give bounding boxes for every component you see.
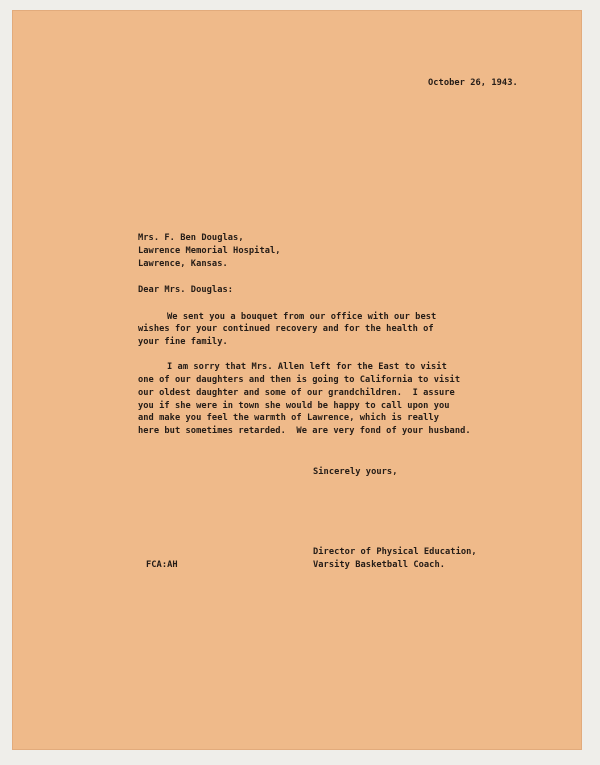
paragraph-2-line: I am sorry that Mrs. Allen left for the East to visit bbox=[167, 362, 447, 372]
paragraph-1-line: wishes for your continued recovery and for the health of bbox=[138, 324, 434, 334]
paragraph-2-line: here but sometimes retarded. We are very fond of your husband. bbox=[138, 426, 471, 436]
signature-title-line: Director of Physical Education, bbox=[313, 547, 477, 557]
letter-date: October 26, 1943. bbox=[428, 78, 518, 88]
recipient-line-name: Mrs. F. Ben Douglas, bbox=[138, 233, 244, 243]
paragraph-2-line: you if she were in town she would be happy to call upon you bbox=[138, 401, 450, 411]
salutation: Dear Mrs. Douglas: bbox=[138, 285, 234, 295]
typist-initials: FCA:AH bbox=[146, 560, 178, 570]
paragraph-2-line: our oldest daughter and some of our grandchildren. I assure bbox=[138, 388, 455, 398]
recipient-line-city: Lawrence, Kansas. bbox=[138, 259, 228, 269]
recipient-line-institution: Lawrence Memorial Hospital, bbox=[138, 246, 281, 256]
letter-paper bbox=[12, 10, 582, 750]
paragraph-1-line: We sent you a bouquet from our office with our best bbox=[167, 312, 437, 322]
paragraph-2-line: and make you feel the warmth of Lawrence, which is really bbox=[138, 413, 439, 423]
closing: Sincerely yours, bbox=[313, 467, 398, 477]
signature-title-line: Varsity Basketball Coach. bbox=[313, 560, 446, 570]
paragraph-1-line: your fine family. bbox=[138, 337, 228, 347]
paragraph-2-line: one of our daughters and then is going to California to visit bbox=[138, 375, 461, 385]
